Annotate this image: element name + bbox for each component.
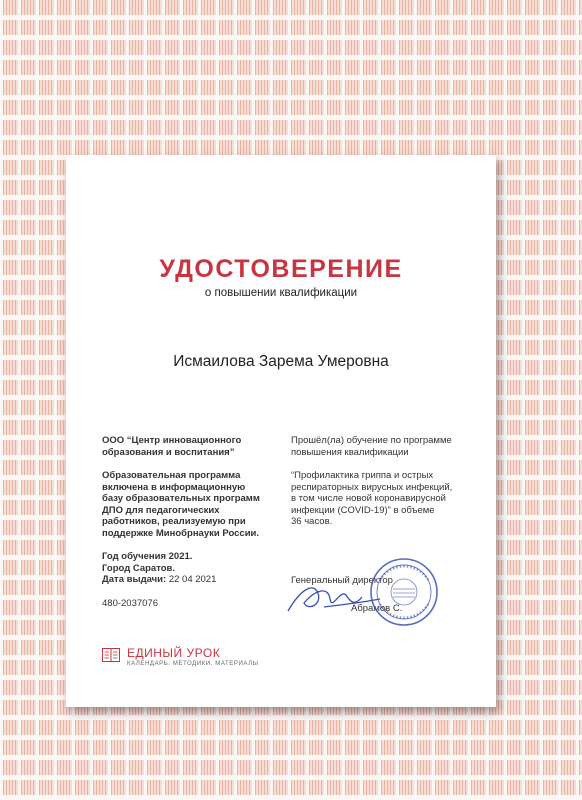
program-text-line: Образовательная программа [102, 470, 241, 481]
logo-title: ЕДИНЫЙ УРОК [127, 646, 221, 660]
org-name [102, 435, 287, 458]
director-title: Генеральный директор [291, 575, 393, 586]
course-line: в том числе новой коронавирусной [291, 493, 446, 504]
program-text-line: базу образовательных программ [102, 493, 260, 504]
right-column [291, 435, 481, 540]
year-line: Год обучения 2021. [102, 551, 193, 562]
course-line: “Профилактика гриппа и острых [291, 470, 434, 481]
program-text-line: работников, реализуемую при [102, 516, 246, 527]
course-line: инфекции (COVID-19)” в объеме [291, 504, 435, 516]
certificate-title: УДОСТОВЕРЕНИЕ [159, 255, 403, 283]
course-text [291, 470, 481, 528]
issue-date: 22 04 2021 [168, 574, 217, 585]
org-name-line: образования и воспитания” [102, 446, 235, 458]
program-text-line: поддержке Минобрнауки России. [102, 527, 260, 539]
reg-number: 480-2037076 [102, 597, 158, 609]
completed-line: Прошёл(ла) обучение по программе [291, 435, 452, 446]
program-text-line: ДПО для педагогических [102, 504, 220, 516]
program-text-line: включена в информационную [102, 481, 246, 493]
logo-subtitle: КАЛЕНДАРЬ. МЕТОДИКИ. МАТЕРИАЛЫ [127, 661, 259, 667]
org-name-line: ООО “Центр инновационного [102, 435, 242, 446]
certificate-subtitle: о повышении квалификации [204, 287, 358, 299]
city-line: Город Саратов. [102, 562, 176, 574]
director-name: Абрамов С. [351, 603, 403, 614]
certificate-card [66, 155, 496, 707]
course-line: респираторных вирусных инфекций, [291, 481, 453, 493]
book-icon [102, 648, 120, 662]
stamp-icon [368, 556, 440, 628]
completed-line: повышения квалификации [291, 446, 409, 458]
course-line: 36 часов. [291, 516, 333, 527]
left-column [102, 435, 287, 609]
issue-info [102, 551, 287, 586]
person-name: Исмаилова Зарема Умеровна [173, 353, 389, 370]
program-text [102, 470, 287, 539]
issue-date-label: Дата выдачи: [102, 574, 167, 585]
completed-text [291, 435, 481, 458]
